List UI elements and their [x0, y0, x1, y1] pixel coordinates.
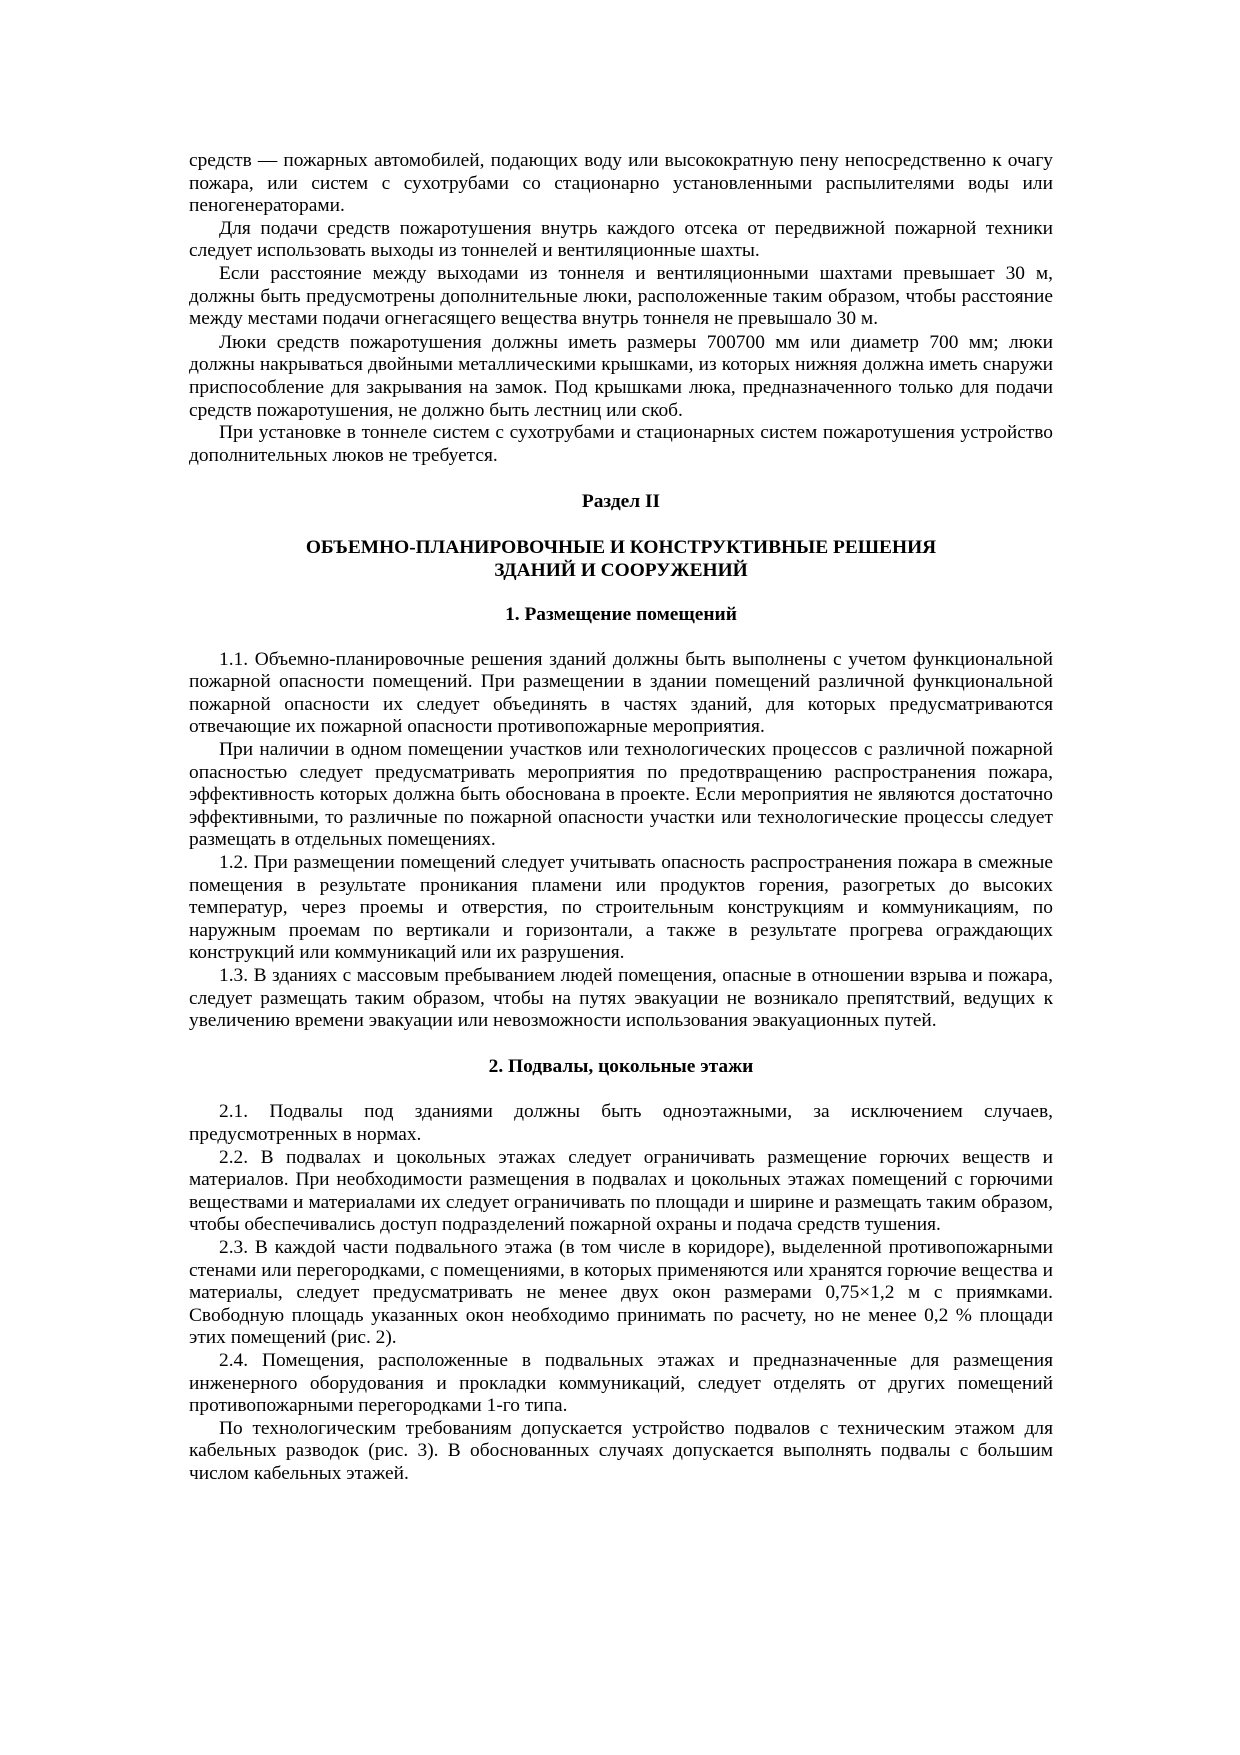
paragraph-2-3: 2.3. В каждой части подвального этажа (в том числе в коридоре), выделенной противопожарными стенами или перегородками, с помещениями, в которых применяются или хранятся горючие вещества и материалы, следует предусматривать не менее двух окон размерами 0,75×1,2 м с приямками. Свободную площадь указанных окон необходимо принимать по расчету, но не менее 0,2 % площади этих помещений (рис. 2). — [189, 1236, 1053, 1349]
section-title — [189, 537, 1053, 582]
intro-paragraph-4: Люки средств пожаротушения должны иметь размеры 700700 мм или диаметр 700 мм; люки должны накрываться двойными металлическими крышками, из которых нижняя должна иметь снаружи приспособление для закрывания на замок. Под крышками люка, предназначенного только для подачи средств пожаротушения, не должно быть лестниц или скоб. — [189, 331, 1053, 421]
intro-paragraph-5: При установке в тоннеле систем с сухотрубами и стационарных систем пожаротушения устройство дополнительных люков не требуется. — [189, 422, 1053, 466]
paragraph-1-2: 1.2. При размещении помещений следует учитывать опасность распространения пожара в смежные помещения в результате проникания пламени или продуктов горения, разогретых до высоких температур, через проемы и отверстия, по строительным конструкциям и коммуникациям, по наружным проемам по вертикали и горизонтали, а также в результате прогрева ограждающих конструкций или коммуникаций или их разрушения. — [189, 852, 1053, 964]
section-title-line-1: ОБЪЕМНО-ПЛАНИРОВОЧНЫЕ И КОНСТРУКТИВНЫЕ РЕШЕНИЯ — [305, 536, 937, 558]
intro-paragraph-2: Для подачи средств пожаротушения внутрь каждого отсека от передвижной пожарной техники следует использовать выходы из тоннелей и вентиляционные шахты. — [189, 217, 1053, 262]
paragraph-1-3: 1.3. В зданиях с массовым пребыванием людей помещения, опасные в отношении взрыва и пожара, следует размещать таким образом, чтобы на путях эвакуации не возникало препятствий, ведущих к увеличению времени эвакуации или невозможности использования эвакуационных путей. — [189, 965, 1053, 1032]
paragraph-2-4: 2.4. Помещения, расположенные в подвальных этажах и предназначенные для размещения инженерного оборудования и прокладки коммуникаций, следует отделять от других помещений противопожарными перегородками 1-го типа. — [189, 1349, 1053, 1417]
intro-paragraph-1: средств — пожарных автомобилей, подающих воду или высокократную пену непосредственно к очагу пожара, или систем с сухотрубами со стационарно установленными распылителями воды или пеногенераторами. — [189, 150, 1053, 217]
paragraph-1-1-continued: При наличии в одном помещении участков или технологических процессов с различной пожарной опасностью следует предусматривать мероприятия по предотвращению распространения пожара, эффективность которых должна быть обоснована в проекте. Если мероприятия не являются достаточно эффективными, то различные по пожарной опасности участки или технологические процессы следует размещать в отдельных помещениях. — [189, 739, 1053, 851]
subsection-1-heading: 1. Размещение помещений — [505, 604, 737, 626]
subsection-2-heading: 2. Подвалы, цокольные этажи — [488, 1055, 754, 1077]
section-title-line-2: ЗДАНИЙ И СООРУЖЕНИЙ — [494, 559, 748, 581]
paragraph-2-1: 2.1. Подвалы под зданиями должны быть одноэтажными, за исключением случаев, предусмотренных в нормах. — [189, 1101, 1053, 1145]
paragraph-2-2: 2.2. В подвалах и цокольных этажах следует ограничивать размещение горючих веществ и материалов. При необходимости размещения в подвалах и цокольных этажах помещений с горючими веществами и материалами их следует ограничивать по площади и ширине и размещать таким образом, чтобы обеспечивались доступ подразделений пожарной охраны и подача средств тушения. — [189, 1146, 1053, 1236]
document-page — [189, 150, 1053, 1485]
intro-paragraph-3: Если расстояние между выходами из тоннеля и вентиляционными шахтами превышает 30 м, должны быть предусмотрены дополнительные люки, расположенные таким образом, чтобы расстояние между местами подачи огнегасящего вещества внутрь тоннеля не превышало 30 м. — [189, 262, 1053, 330]
paragraph-2-4-continued: По технологическим требованиям допускается устройство подвалов с техническим этажом для кабельных разводок (рис. 3). В обоснованных случаях допускается выполнять подвалы с большим числом кабельных этажей. — [189, 1417, 1053, 1484]
section-label: Раздел II — [581, 491, 661, 513]
paragraph-1-1: 1.1. Объемно-планировочные решения зданий должны быть выполнены с учетом функциональной пожарной опасности помещений. При размещении в здании помещений различной функциональной пожарной опасности их следует объединять в частях зданий, для которых предусматриваются отвечающие их пожарной опасности противопожарные мероприятия. — [189, 648, 1053, 738]
